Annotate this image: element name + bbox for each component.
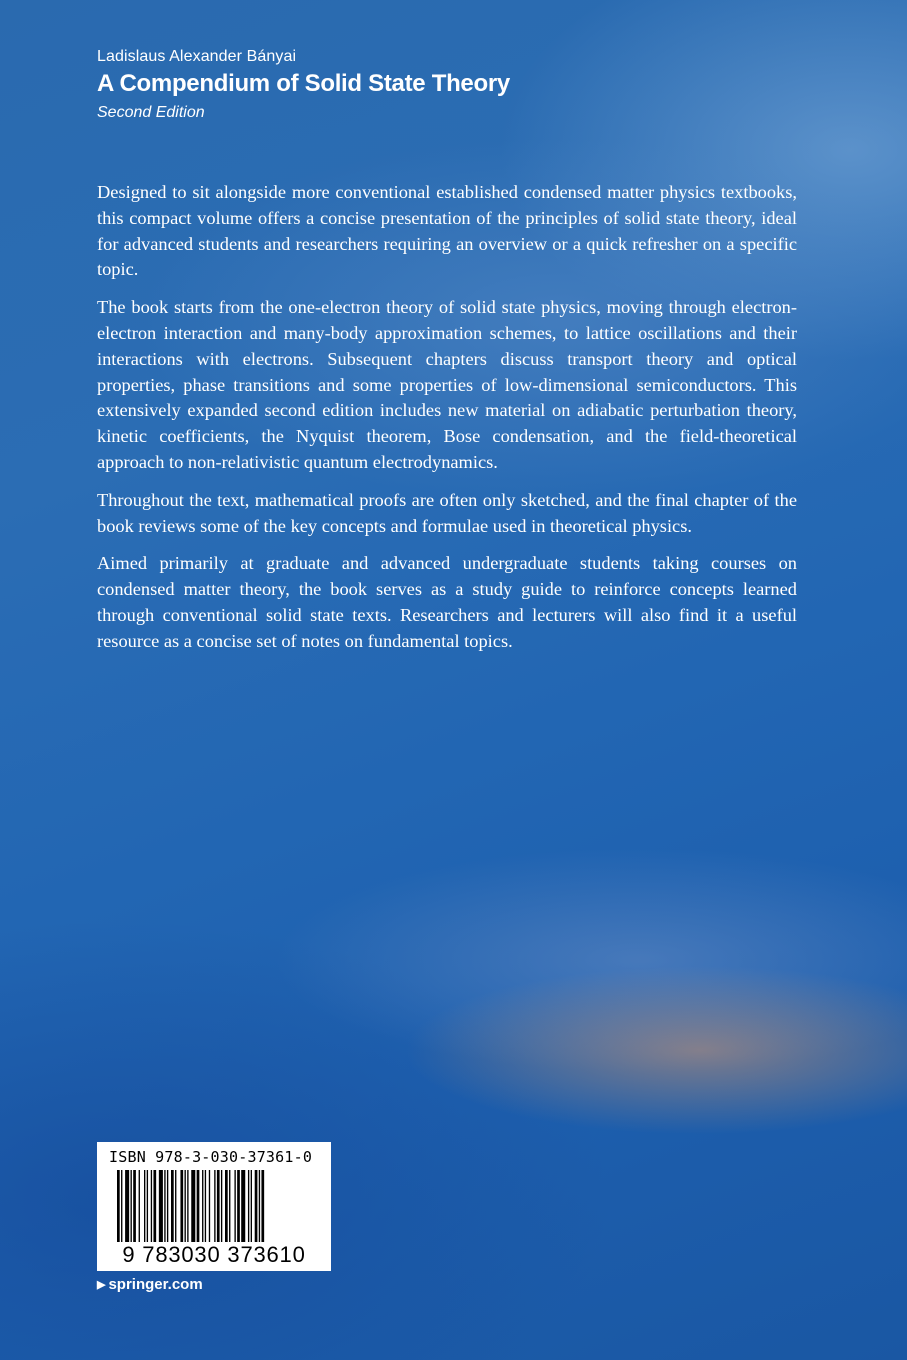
barcode-bar bbox=[159, 1170, 163, 1242]
barcode-bar bbox=[202, 1170, 203, 1242]
cover-header bbox=[97, 48, 510, 122]
barcode-digits: 9 783030 373610 bbox=[122, 1242, 306, 1266]
barcode-bar bbox=[175, 1170, 176, 1242]
blurb-paragraph: Designed to sit alongside more conventional established condensed matter physics textbooks, this compact volume offers a concise presentation of the principles of solid state theory, ideal for advanced students and researchers requiring an overview or a quick refresher on a specific topic. bbox=[97, 182, 797, 280]
barcode-bar bbox=[259, 1170, 260, 1242]
barcode-bar bbox=[117, 1170, 120, 1250]
barcode-bar bbox=[241, 1170, 245, 1242]
blurb-paragraph: Aimed primarily at graduate and advanced undergraduate students taking courses on condensed matter theory, the book serves as a study guide to reinforce concepts learned through conventional solid state texts. Researchers and lecturers will also find it a useful resource as a concise set of notes on fundamental topics. bbox=[97, 553, 797, 651]
barcode-bar bbox=[164, 1170, 165, 1242]
barcode-bar bbox=[180, 1170, 183, 1242]
barcode-bar bbox=[214, 1170, 215, 1242]
barcode-bar bbox=[234, 1170, 235, 1242]
barcode-bar bbox=[251, 1170, 252, 1242]
blurb-paragraph: Throughout the text, mathematical proofs are often only sketched, and the final chapter of the book reviews some of the key concepts and formulae used in theoretical physics. bbox=[97, 489, 797, 536]
barcode-bar bbox=[187, 1170, 188, 1242]
author-name: Ladislaus Alexander Bányai bbox=[97, 48, 297, 65]
barcode-bar bbox=[191, 1170, 195, 1242]
barcode-bar bbox=[197, 1170, 200, 1242]
barcode-bar bbox=[205, 1170, 206, 1242]
barcode-bar bbox=[225, 1170, 228, 1242]
barcode-bar bbox=[133, 1170, 136, 1242]
barcode-bar bbox=[209, 1170, 210, 1242]
publisher-footer bbox=[97, 1276, 203, 1293]
barcode-bar bbox=[237, 1170, 240, 1242]
blurb bbox=[97, 180, 797, 667]
barcode-bar bbox=[144, 1170, 145, 1242]
barcode-bar bbox=[139, 1170, 140, 1242]
triangle-right-icon: ▶ bbox=[97, 1279, 106, 1291]
isbn-barcode-box bbox=[97, 1142, 331, 1271]
publisher-url[interactable]: springer.com bbox=[108, 1276, 203, 1293]
isbn-label: ISBN 978-3-030-37361-0 bbox=[109, 1148, 313, 1166]
barcode-bar bbox=[167, 1170, 168, 1242]
barcode-bar bbox=[261, 1170, 264, 1250]
barcode-bar bbox=[147, 1170, 148, 1242]
barcode-bar bbox=[217, 1170, 220, 1242]
barcode-bar bbox=[185, 1170, 186, 1242]
barcode-bar bbox=[229, 1170, 230, 1242]
edition-label: Second Edition bbox=[97, 104, 205, 121]
barcode-bar bbox=[248, 1170, 249, 1242]
barcode-bar bbox=[151, 1170, 152, 1242]
barcode-bar bbox=[221, 1170, 222, 1242]
barcode-bar bbox=[255, 1170, 258, 1242]
book-title: A Compendium of Solid State Theory bbox=[97, 70, 510, 97]
barcode-bar bbox=[131, 1170, 132, 1242]
barcode-image bbox=[103, 1170, 325, 1266]
barcode-bar bbox=[153, 1170, 156, 1242]
blurb-paragraph: The book starts from the one-electron theory of solid state physics, moving through electron-electron interaction and many-body approximation schemes, to lattice oscillations and their interactions with electrons. Subsequent chapters discuss transport theory and optical properties, phase transitions and some properties of low-dimensional semiconductors. This extensively expanded second edition includes new material on adiabatic perturbation theory, kinetic coefficients, the Nyquist theorem, Bose condensation, and the field-theoretical approach to non-relativistic quantum electrodynamics. bbox=[97, 297, 797, 472]
barcode-bar bbox=[171, 1170, 174, 1242]
barcode-bar bbox=[121, 1170, 122, 1250]
barcode-bar bbox=[125, 1170, 129, 1242]
